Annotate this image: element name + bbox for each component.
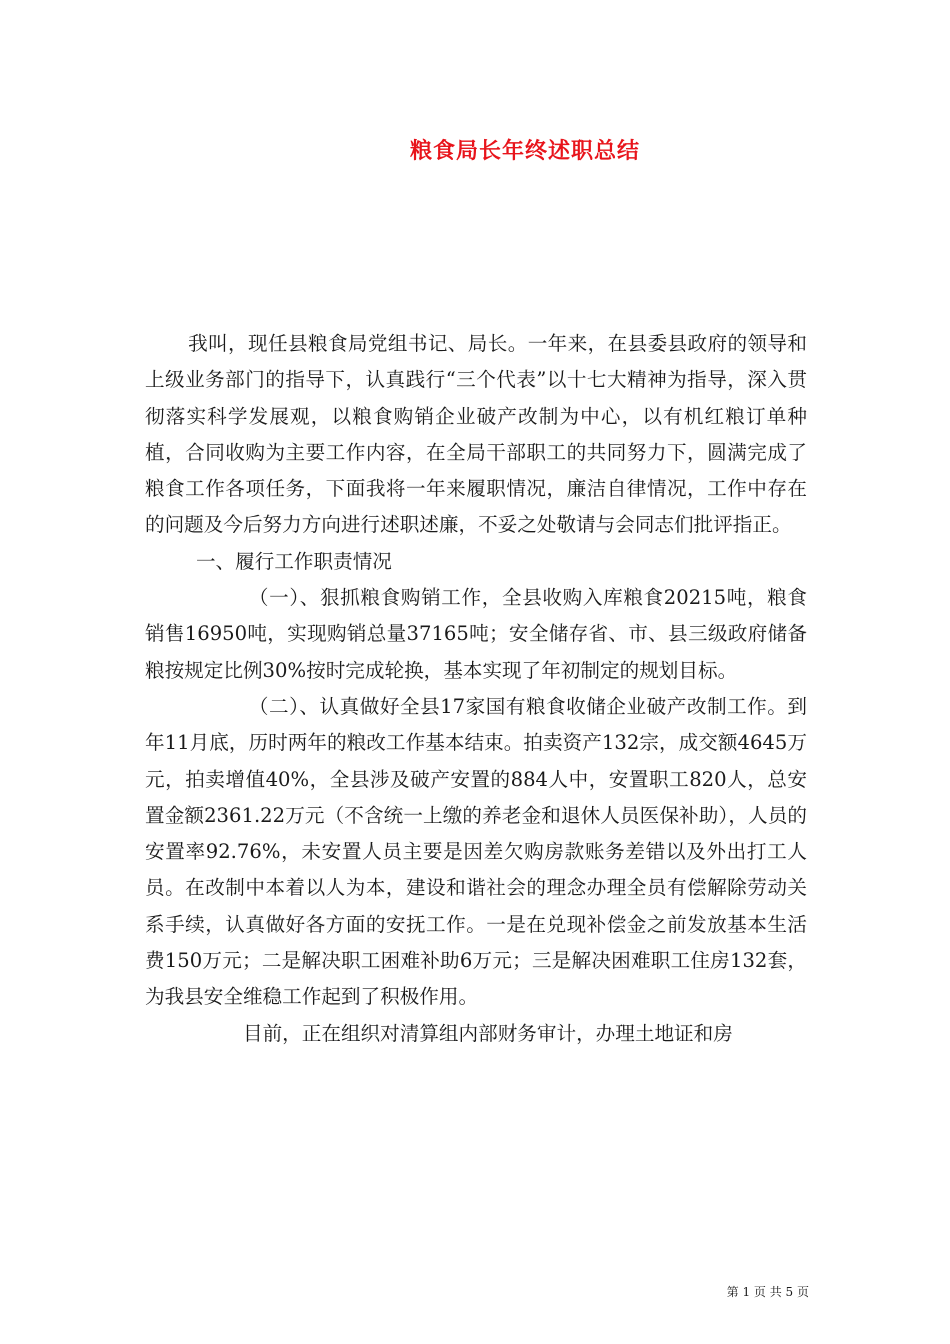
document-title: 粮食局长年终述职总结 — [409, 139, 640, 164]
page-number-footer: 第 1 页 共 5 页 — [726, 1285, 809, 1299]
subsection-paragraph-1: （一）、狠抓粮食购销工作，全县收购入库粮食20215吨，粮食销售16950吨，实现购销总量37165吨；安全储存省、市、县三级政府储备粮按规定比例30%按时完成轮换，基本实现了年初制定的规划目标。 — [145, 586, 807, 682]
intro-paragraph: 我叫，现任县粮食局党组书记、局长。一年来，在县委县政府的领导和上级业务部门的指导下，认真践行“三个代表”以十七大精神为指导，深入贯彻落实科学发展观，以粮食购销企业破产改制为中心，以有机红粮订单种植，合同收购为主要工作内容，在全局干部职工的共同努力下，圆满完成了粮食工作各项任务，下面我将一年来履职情况，廉洁自律情况，工作中存在的问题及今后努力方向进行述职述廉，不妥之处敬请与会同志们批评指正。 — [145, 332, 807, 537]
section-heading: 一、履行工作职责情况 — [195, 549, 392, 573]
subsection-paragraph-2: （二）、认真做好全县17家国有粮食收储企业破产改制工作。到年11月底，历时两年的粮改工作基本结束。拍卖资产132宗，成交额4645万元，拍卖增值40%，全县涉及破产安置的884人中，安置职工820人，总安置金额2361.22万元（不含统一上缴的养老金和退休人员医保补助），人员的安置率92.76%，未安置人员主要是因差欠购房款账务差错以及外出打工人员。在改制中本着以人为本，建设和谐社会的理念办理全员有偿解除劳动关系手续，认真做好各方面的安抚工作。一是在兑现补偿金之前发放基本生活费150万元；二是解决职工困难补助6万元；三是解决困难职工住房132套，为我县安全维稳工作起到了积极作用。 — [145, 694, 807, 1009]
continuation-paragraph: 目前，正在组织对清算组内部财务审计，办理土地证和房 — [243, 1021, 733, 1045]
document-body — [145, 326, 807, 1052]
